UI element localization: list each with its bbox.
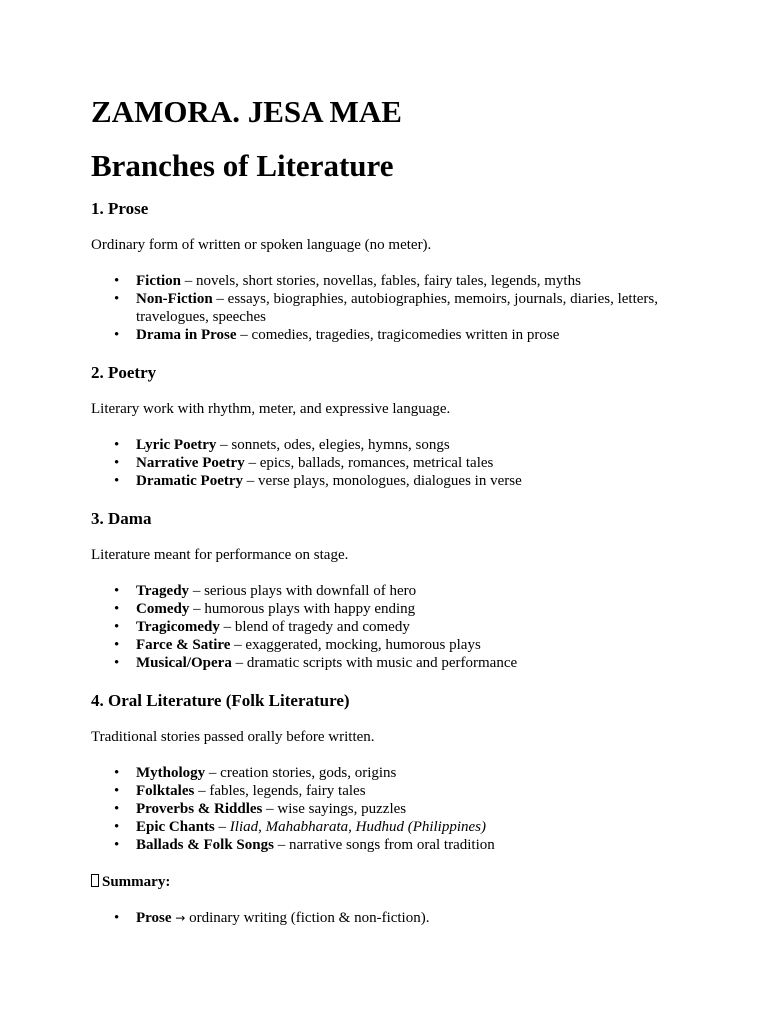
list-item-text: – sonnets, odes, elegies, hymns, songs	[216, 437, 450, 453]
summary-heading: Summary:	[102, 874, 171, 890]
document-page	[91, 92, 691, 927]
list-item-term: Prose	[136, 910, 172, 926]
list-item-text: – exaggerated, mocking, humorous plays	[230, 637, 481, 653]
summary-list	[91, 909, 691, 927]
section-description-drama: Literature meant for performance on stage.	[91, 547, 349, 563]
section-list-prose	[91, 272, 691, 344]
list-item	[136, 636, 691, 654]
list-item	[136, 654, 691, 672]
list-item-term: Non-Fiction	[136, 291, 213, 307]
section-heading-oral-literature: 4. Oral Literature (Folk Literature)	[91, 691, 350, 710]
list-item-text: – creation stories, gods, origins	[205, 765, 397, 781]
list-item	[136, 472, 691, 490]
list-item-text: – blend of tragedy and comedy	[219, 619, 410, 635]
section-heading-drama: 3. Dama	[91, 509, 152, 528]
section-heading-prose: 1. Prose	[91, 199, 149, 218]
list-item	[136, 326, 691, 344]
section-list-oral-literature	[91, 764, 691, 854]
list-item	[136, 836, 691, 854]
list-item-text: – verse plays, monologues, dialogues in verse	[243, 473, 522, 489]
list-item-text: – epics, ballads, romances, metrical tales	[244, 455, 494, 471]
list-item	[136, 800, 691, 818]
list-item-text: ordinary writing (fiction & non-fiction).	[189, 910, 430, 926]
list-item	[136, 290, 691, 326]
list-item-text: – fables, legends, fairy tales	[194, 783, 366, 799]
list-item	[136, 818, 691, 836]
document-title: Branches of Literature	[91, 148, 394, 183]
list-item-term: Musical/Opera	[136, 655, 232, 671]
list-item-term: Comedy	[136, 601, 190, 617]
list-item-term: Mythology	[136, 765, 206, 781]
list-item	[136, 782, 691, 800]
list-item-italic-text: Iliad, Mahabharata, Hudhud (Philippines)	[229, 819, 487, 835]
section-description-oral-literature: Traditional stories passed orally before written.	[91, 729, 375, 745]
list-item-text: – serious plays with downfall of hero	[189, 583, 417, 599]
section-list-poetry	[91, 436, 691, 490]
list-item-term: Ballads & Folk Songs	[136, 837, 274, 853]
summary-heading-line	[91, 873, 691, 891]
list-item-term: Folktales	[136, 783, 195, 799]
list-item-term: Dramatic Poetry	[136, 473, 244, 489]
list-item	[136, 582, 691, 600]
list-item-term: Tragedy	[136, 583, 190, 599]
right-arrow-icon: →	[175, 911, 186, 925]
section-heading-poetry: 2. Poetry	[91, 363, 157, 382]
list-item	[136, 618, 691, 636]
section-description-prose: Ordinary form of written or spoken language (no meter).	[91, 237, 432, 253]
list-item-text: – wise sayings, puzzles	[262, 801, 407, 817]
list-item-term: Proverbs & Riddles	[136, 801, 263, 817]
list-item-term: Farce & Satire	[136, 637, 231, 653]
list-item	[136, 272, 691, 290]
list-item-term: Lyric Poetry	[136, 437, 217, 453]
list-item-text: – essays, biographies, autobiographies, memoirs, journals, diaries, letters, travelogues, speeches	[136, 291, 658, 325]
list-item	[136, 600, 691, 618]
list-item-text: – comedies, tragedies, tragicomedies written in prose	[236, 327, 560, 343]
list-item-text: – dramatic scripts with music and performance	[231, 655, 518, 671]
list-item-text: – novels, short stories, novellas, fables, fairy tales, legends, myths	[181, 273, 581, 289]
list-item-term: Epic Chants	[136, 819, 215, 835]
section-description-poetry: Literary work with rhythm, meter, and expressive language.	[91, 401, 451, 417]
section-list-drama	[91, 582, 691, 672]
list-item-term: Tragicomedy	[136, 619, 220, 635]
list-item	[136, 436, 691, 454]
list-item-text: – humorous plays with happy ending	[189, 601, 416, 617]
list-item-text: –	[214, 819, 230, 835]
author-name: ZAMORA. JESA MAE	[91, 94, 402, 129]
list-item	[136, 454, 691, 472]
missing-glyph-box-icon	[91, 874, 99, 887]
list-item-term: Drama in Prose	[136, 327, 237, 343]
list-item-term: Narrative Poetry	[136, 455, 245, 471]
list-item	[136, 909, 691, 927]
list-item-term: Fiction	[136, 273, 181, 289]
list-item	[136, 764, 691, 782]
list-item-text: – narrative songs from oral tradition	[273, 837, 495, 853]
